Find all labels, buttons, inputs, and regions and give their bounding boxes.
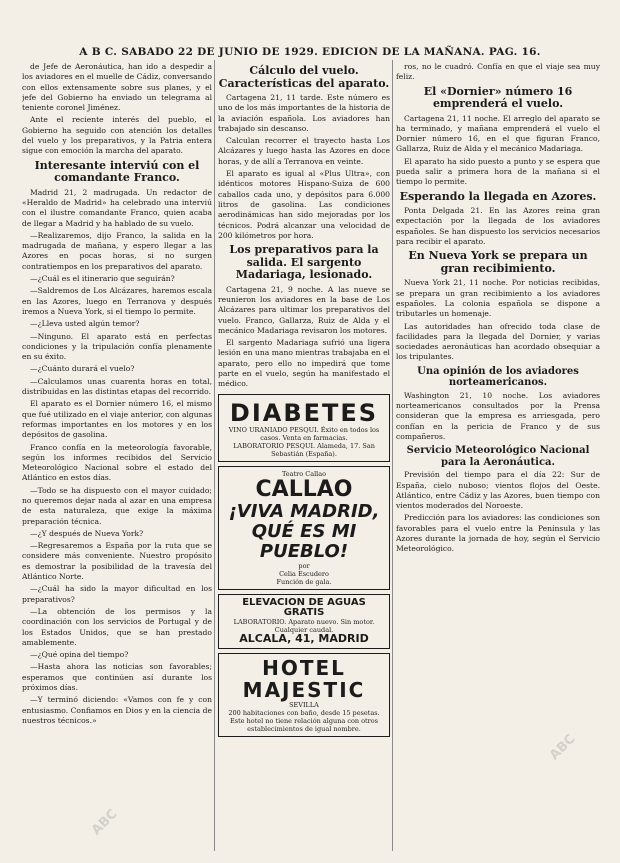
advertisement-elevacion <box>218 594 390 649</box>
paragraph: —¿Lleva usted algún temor? <box>30 319 140 329</box>
article-title: Interesante interviú con el comandante Franco. <box>34 158 200 185</box>
paragraph: El aparato ha sido puesto a punto y se espera que pueda salir a primera hora de la mañana si el tiempo lo permite. <box>396 156 600 187</box>
ad-text: LABORATORIO. Aparato nuevo. Sin motor. Cualquier caudal. <box>233 618 375 635</box>
paragraph: Cartagena 21, 9 noche. A las nueve se reunieron los aviadores en la base de Los Alcázares para ultimar los preparativos del vuelo. Franco, Gallarza, Ruiz de Alda y el mecánico Madariaga revisaron los motores. <box>218 284 390 335</box>
paragraph: —¿Qué opina del tiempo? <box>30 650 129 660</box>
ad-text: VINO URANIADO PESQUI. Éxito en todos los casos. Venta en farmacias. <box>228 425 380 442</box>
ad-text: 200 habitaciones con baño, desde 15 pesetas. Este hotel no tiene relación alguna con otros establecimientos de igual nombre. <box>228 708 380 733</box>
article-title: Una opinión de los aviadores norteamericanos. <box>417 365 579 389</box>
article-title: Esperando la llegada en Azores. <box>399 189 597 203</box>
ad-text: por <box>298 561 310 570</box>
column-2 <box>218 62 390 851</box>
paragraph: —¿Cuál es el itinerario que seguirán? <box>30 274 175 284</box>
article-body <box>22 188 212 727</box>
paragraph: —La obtención de los permisos y la coordinación con los servicios de Portugal y de los Estados Unidos, que se han prestado amablemente. <box>22 606 212 647</box>
paragraph: —Realizaremos, dijo Franco, la salida en la madrugada de mañana, y espero llegar a las Azores en pocas horas, si no surgen contratiempos en los preparativos del aparato. <box>22 230 212 271</box>
paragraph: —Ninguno. El aparato está en perfectas condiciones y la tripulación confía plenamente en su éxito. <box>22 331 212 362</box>
watermark-logo: ABC <box>89 806 121 839</box>
paragraph: —Todo se ha dispuesto con el mayor cuidado; no queremos dejar nada al azar en una empresa de esta naturaleza, que exige la máxima preparación técnica. <box>22 485 212 526</box>
ad-text: Función de gala. <box>276 577 332 586</box>
article-title: Servicio Meteorológico Nacional para la Aeronáutica. <box>406 445 590 468</box>
column-1 <box>22 62 212 851</box>
ad-text: Celia Escudero <box>279 569 329 578</box>
ad-text: LABORATORIO PESQUI. Alameda, 17. San Sebastián (España). <box>233 441 375 458</box>
paragraph: El sargento Madariaga sufrió una ligera lesión en una mano mientras trabajaba en el aparato, pero ello no impedirá que tome parte en el vuelo, según ha manifestado el médico. <box>218 338 390 389</box>
article-title: El «Dornier» número 16 emprenderá el vuelo. <box>423 84 573 111</box>
paragraph: de Jefe de Aeronáutica, han ido a despedir a los aviadores en el muelle de Cádiz, conversando con ellos extensamente sobre sus planes, y el jefe del Gobierno ha enviado un telegrama al teniente coronel Jiménez. <box>22 62 212 113</box>
paragraph: Ante el reciente interés del pueblo, el Gobierno ha seguido con atención los detalles del vuelo y los preparativos, y la Patria entera sigue con emoción la marcha del aparato. <box>22 115 212 156</box>
ad-title: CALLAO <box>255 476 353 502</box>
paragraph: —Calculamos unas cuarenta horas en total, distribuidas en las distintas etapas del recorrido. <box>22 376 212 397</box>
paragraph: Previsión del tiempo para el día 22: Sur de España, cielo nuboso; vientos flojos del Oeste. Atlántico, entre Cádiz y las Azores, buen tiempo con vientos moderados del Noroeste. <box>396 470 600 511</box>
ad-address: ALCALA, 41, MADRID <box>239 632 369 646</box>
paragraph: Nueva York 21, 11 noche. Por noticias recibidas, se prepara un gran recibimiento a los aviadores españoles. La colonia española se dispone a tributarles un homenaje. <box>396 278 600 319</box>
ad-title: DIABETES <box>229 398 379 427</box>
paragraph: El aparato es igual al «Plus Ultra», con idénticos motores Hispano-Suiza de 600 caballos cada uno, y depósitos para 6.000 litros de gasolina. Las condiciones aerodinámicas han sido mejoradas por los técnicos. Podrá alcanzar una velocidad de 200 kilómetros por hora. <box>218 169 390 240</box>
paragraph: Washington 21, 10 noche. Los aviadores norteamericanos consultados por la Prensa consideran que la empresa es arriesgada, pero confían en la pericia de Franco y de sus compañeros. <box>396 390 600 441</box>
advertisement-hotel <box>218 653 390 737</box>
paragraph: Predicción para los aviadores: las condiciones son favorables para el vuelo entre la Península y las Azores durante la jornada de hoy, según el Servicio Meteorológico. <box>396 513 600 554</box>
paragraph: El aparato es el Dornier número 16, el mismo que fué utilizado en el viaje anterior, con algunas reformas importantes en los motores y en los depósitos de gasolina. <box>22 399 212 440</box>
ad-text: Teatro Callao <box>281 469 327 478</box>
paragraph: —Regresaremos a España por la ruta que se considere más conveniente. Nuestro propósito es demostrar la posibilidad de la travesía del Atlántico Norte. <box>22 541 212 582</box>
paragraph: Cartagena 21, 11 tarde. Este número es uno de los más importantes de la historia de la aviación española. Los aviadores han trabajado sin descanso. <box>218 93 390 133</box>
advertisement-callao <box>218 466 390 590</box>
ad-city: SEVILLA <box>289 700 319 709</box>
article-title: Los preparativos para la salida. El sargento Madariaga, lesionado. <box>229 243 379 282</box>
paragraph: ros, no le cuadró. Confía en que el viaje sea muy feliz. <box>396 62 600 82</box>
ad-title: HOTEL MAJESTIC <box>242 655 366 702</box>
article-title: Cálculo del vuelo. Características del aparato. <box>218 64 390 90</box>
paragraph: Madrid 21, 2 madrugada. Un redactor de «Heraldo de Madrid» ha celebrado una interviú con el ilustre comandante Franco, quien acaba de llegar a Madrid y ha hablado de su vuelo. <box>22 187 212 228</box>
paragraph: —¿Cuál ha sido la mayor dificultad en los preparativos? <box>22 584 212 604</box>
paragraph: —Y terminó diciendo: «Vamos con fe y con entusiasmo. Confiamos en Dios y en la ciencia de nuestros técnicos.» <box>22 695 212 725</box>
paragraph: —¿Cuánto durará el vuelo? <box>30 364 135 374</box>
paragraph: —Hasta ahora las noticias son favorables; esperamos que continúen así durante los próximos días. <box>22 662 212 693</box>
paragraph: Las autoridades han ofrecido toda clase de facilidades para la llegada del Dornier, y varias sociedades aeronáuticas han acordado obsequiar a los tripulantes. <box>396 321 600 362</box>
paragraph: Franco confía en la meteorología favorable, según los informes recibidos del Servicio Meteorológico Nacional sobre el estado del Atlántico en estos días. <box>22 442 212 483</box>
paragraph: Cartagena 21, 11 noche. El arreglo del aparato se ha terminado, y mañana emprenderá el vuelo el Dornier número 16, en el que figuran Franco, Gallarza, Ruiz de Alda y el mecánico Madariaga. <box>396 113 600 154</box>
ad-headline: ¡VIVA MADRID, <box>228 500 380 522</box>
advertisement-diabetes <box>218 394 390 462</box>
column-divider <box>214 60 215 851</box>
paragraph: —¿Y después de Nueva York? <box>30 528 144 538</box>
column-divider <box>392 60 393 851</box>
watermark-logo: ABC <box>547 731 579 764</box>
paragraph: —Saldremos de Los Alcázares, haremos escala en las Azores, luego en Terranova y después iremos a Nueva York, si el tiempo lo permite. <box>22 286 212 316</box>
page-header: A B C. SABADO 22 DE JUNIO DE 1929. EDICION DE LA MAÑANA. PAG. 16. <box>79 46 541 58</box>
paragraph: Ponta Delgada 21. En las Azores reina gran expectación por la llegada de los aviadores españoles. Se han dispuesto los servicios necesarios para recibir el aparato. <box>396 206 600 247</box>
ad-title: ELEVACION DE AGUAS GRATIS <box>242 596 366 618</box>
paragraph: Calculan recorrer el trayecto hasta Los Alcázares y luego hasta las Azores en doce horas, y de allí a Terranova en veinte. <box>218 136 390 166</box>
ad-headline: QUÉ ES MI PUEBLO! <box>251 520 357 562</box>
article-title: En Nueva York se prepara un gran recibimiento. <box>408 249 588 275</box>
